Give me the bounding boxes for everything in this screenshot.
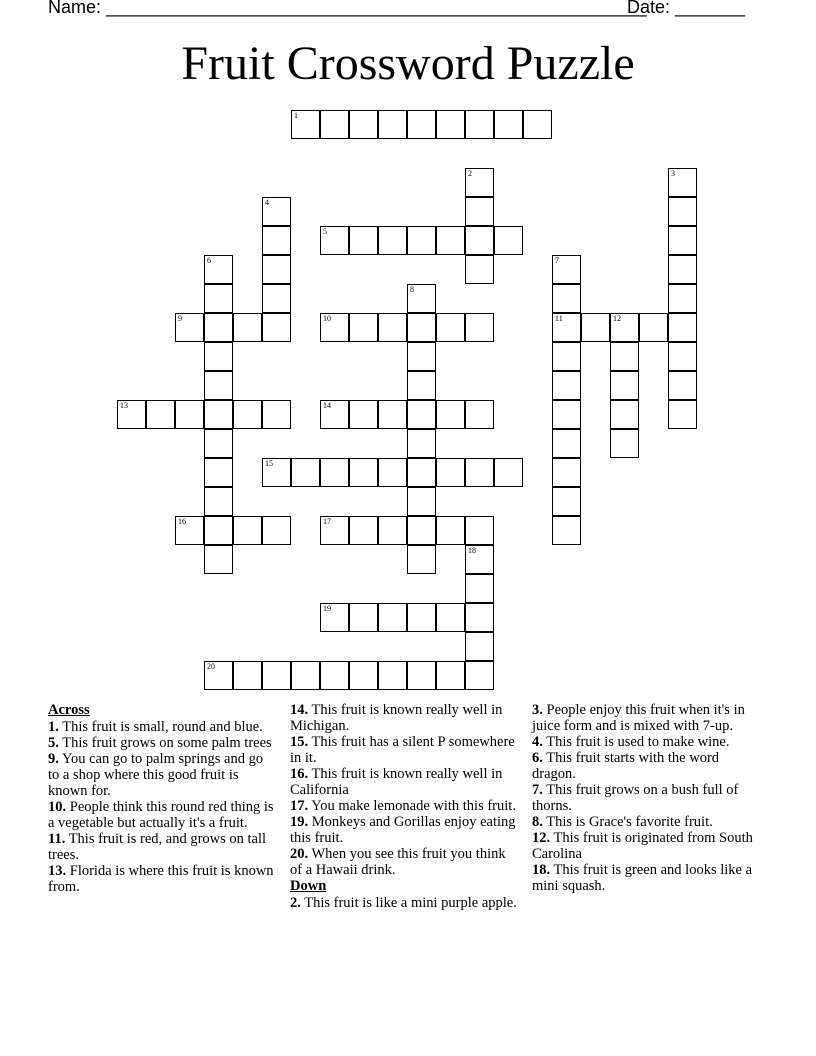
grid-cell[interactable] <box>378 313 407 342</box>
clue-text: This fruit is small, round and blue. <box>62 719 263 735</box>
grid-cell[interactable] <box>552 487 581 516</box>
grid-cell[interactable] <box>117 400 146 429</box>
grid-cell[interactable] <box>262 197 291 226</box>
grid-cell[interactable] <box>465 197 494 226</box>
clue-item <box>290 798 518 814</box>
grid-cell[interactable] <box>233 516 262 545</box>
clue-text: Monkeys and Gorillas enjoy eating this fruit. <box>290 814 516 846</box>
grid-cell[interactable] <box>407 487 436 516</box>
grid-cell[interactable] <box>320 110 349 139</box>
grid-cell[interactable] <box>552 313 581 342</box>
clue-number: 12. <box>532 830 551 846</box>
grid-cell[interactable] <box>465 168 494 197</box>
clue-text: You make lemonade with this fruit. <box>311 798 516 814</box>
clue-text: This fruit is originated from South Carolina <box>532 830 753 862</box>
grid-cell[interactable] <box>378 603 407 632</box>
clue-item <box>532 750 760 782</box>
grid-cell[interactable] <box>465 545 494 574</box>
grid-cell[interactable] <box>465 661 494 690</box>
grid-cell[interactable] <box>349 603 378 632</box>
cell-number: 11 <box>555 314 563 323</box>
grid-cell[interactable] <box>349 661 378 690</box>
grid-cell[interactable] <box>378 458 407 487</box>
grid-cell[interactable] <box>436 110 465 139</box>
grid-cell[interactable] <box>320 313 349 342</box>
clues-column-3 <box>532 702 760 894</box>
cell-number: 15 <box>265 459 273 468</box>
clue-number: 9. <box>48 751 59 767</box>
clue-number: 19. <box>290 814 309 830</box>
grid-cell[interactable] <box>407 371 436 400</box>
cell-number: 3 <box>671 169 675 178</box>
clue-number: 11. <box>48 831 66 847</box>
cell-number: 4 <box>265 198 269 207</box>
clue-item <box>48 751 276 799</box>
clue-number: 1. <box>48 719 59 735</box>
grid-cell[interactable] <box>465 603 494 632</box>
clue-number: 8. <box>532 814 543 830</box>
grid-cell[interactable] <box>204 661 233 690</box>
grid-cell[interactable] <box>465 400 494 429</box>
grid-cell[interactable] <box>262 255 291 284</box>
clue-item <box>290 734 518 766</box>
clue-text: This fruit is known really well in Michigan. <box>290 702 503 734</box>
clue-text: People think this round red thing is a vegetable but actually it's a fruit. <box>48 799 274 831</box>
clue-number: 6. <box>532 750 543 766</box>
clue-text: This fruit is red, and grows on tall trees. <box>48 831 267 863</box>
grid-cell[interactable] <box>204 516 233 545</box>
grid-cell[interactable] <box>436 400 465 429</box>
clue-text: This fruit grows on some palm trees <box>62 735 272 751</box>
cell-number: 5 <box>323 227 327 236</box>
grid-cell[interactable] <box>465 226 494 255</box>
cell-number: 14 <box>323 401 331 410</box>
clue-item <box>532 862 760 894</box>
clue-text: This fruit is known really well in California <box>290 766 503 798</box>
grid-cell[interactable] <box>204 458 233 487</box>
clue-item <box>48 799 276 831</box>
grid-cell[interactable] <box>146 400 175 429</box>
grid-cell[interactable] <box>465 516 494 545</box>
grid-cell[interactable] <box>407 661 436 690</box>
grid-cell[interactable] <box>552 400 581 429</box>
cell-number: 1 <box>294 111 298 120</box>
name-field[interactable]: Name: ______________________________________________________ <box>48 0 647 17</box>
clue-text: This fruit grows on a bush full of thorns. <box>532 782 739 814</box>
clue-number: 18. <box>532 862 551 878</box>
clue-number: 4. <box>532 734 543 750</box>
cell-number: 6 <box>207 256 211 265</box>
grid-cell[interactable] <box>378 516 407 545</box>
clue-number: 17. <box>290 798 309 814</box>
clues-heading: Down <box>290 878 327 894</box>
grid-cell[interactable] <box>407 226 436 255</box>
clue-item <box>532 830 760 862</box>
grid-cell[interactable] <box>349 110 378 139</box>
grid-cell[interactable] <box>233 661 262 690</box>
clue-text: This fruit is like a mini purple apple. <box>304 895 517 911</box>
grid-cell[interactable] <box>204 429 233 458</box>
grid-cell[interactable] <box>204 255 233 284</box>
grid-cell[interactable] <box>175 516 204 545</box>
cell-number: 7 <box>555 256 559 265</box>
clue-number: 15. <box>290 734 309 750</box>
grid-cell[interactable] <box>668 255 697 284</box>
grid-cell[interactable] <box>668 342 697 371</box>
clue-item <box>532 734 760 750</box>
clue-item <box>532 782 760 814</box>
clue-number: 16. <box>290 766 309 782</box>
grid-cell[interactable] <box>407 545 436 574</box>
clue-text: You can go to palm springs and go to a shop where this good fruit is known for. <box>48 751 264 799</box>
clue-number: 14. <box>290 702 309 718</box>
clue-item <box>290 846 518 878</box>
grid-cell[interactable] <box>262 226 291 255</box>
clue-item <box>532 814 760 830</box>
grid-cell[interactable] <box>552 255 581 284</box>
grid-cell[interactable] <box>407 284 436 313</box>
grid-cell[interactable] <box>175 313 204 342</box>
grid-cell[interactable] <box>378 400 407 429</box>
clue-text: This fruit is used to make wine. <box>546 734 730 750</box>
cell-number: 17 <box>323 517 331 526</box>
grid-cell[interactable] <box>465 255 494 284</box>
date-field[interactable]: Date: _______ <box>627 0 746 17</box>
cell-number: 2 <box>468 169 472 178</box>
grid-cell[interactable] <box>291 661 320 690</box>
clue-number: 3. <box>532 702 543 718</box>
grid-cell[interactable] <box>349 458 378 487</box>
clue-item <box>290 814 518 846</box>
grid-cell[interactable] <box>668 313 697 342</box>
clue-text: Florida is where this fruit is known from. <box>48 863 274 895</box>
grid-cell[interactable] <box>552 371 581 400</box>
grid-cell[interactable] <box>291 110 320 139</box>
grid-cell[interactable] <box>610 371 639 400</box>
grid-cell[interactable] <box>407 342 436 371</box>
cell-number: 8 <box>410 285 414 294</box>
grid-cell[interactable] <box>436 226 465 255</box>
grid-cell[interactable] <box>320 603 349 632</box>
cell-number: 20 <box>207 662 215 671</box>
grid-cell[interactable] <box>552 342 581 371</box>
grid-cell[interactable] <box>668 226 697 255</box>
grid-cell[interactable] <box>407 458 436 487</box>
grid-cell[interactable] <box>465 110 494 139</box>
clues-column-2 <box>290 702 518 911</box>
grid-cell[interactable] <box>204 545 233 574</box>
clue-number: 7. <box>532 782 543 798</box>
grid-cell[interactable] <box>436 661 465 690</box>
clue-number: 10. <box>48 799 67 815</box>
grid-cell[interactable] <box>204 400 233 429</box>
clue-item <box>48 863 276 895</box>
clue-number: 5. <box>48 735 59 751</box>
grid-cell[interactable] <box>465 574 494 603</box>
clue-item <box>532 702 760 734</box>
grid-cell[interactable] <box>204 284 233 313</box>
grid-cell[interactable] <box>320 458 349 487</box>
clue-text: People enjoy this fruit when it's in juice form and is mixed with 7-up. <box>532 702 745 734</box>
grid-cell[interactable] <box>262 313 291 342</box>
clues-heading: Across <box>48 702 90 718</box>
grid-cell[interactable] <box>668 197 697 226</box>
grid-cell[interactable] <box>378 661 407 690</box>
grid-cell[interactable] <box>407 110 436 139</box>
grid-cell[interactable] <box>552 458 581 487</box>
grid-cell[interactable] <box>204 313 233 342</box>
grid-cell[interactable] <box>349 313 378 342</box>
grid-cell[interactable] <box>668 371 697 400</box>
grid-cell[interactable] <box>610 400 639 429</box>
clue-text: This fruit is green and looks like a mini squash. <box>532 862 753 894</box>
grid-cell[interactable] <box>204 371 233 400</box>
page-title: Fruit Crossword Puzzle <box>181 37 635 90</box>
grid-cell[interactable] <box>320 516 349 545</box>
grid-cell[interactable] <box>436 516 465 545</box>
grid-cell[interactable] <box>262 458 291 487</box>
cell-number: 13 <box>120 401 128 410</box>
grid-cell[interactable] <box>262 516 291 545</box>
grid-cell[interactable] <box>320 226 349 255</box>
grid-cell[interactable] <box>436 458 465 487</box>
grid-cell[interactable] <box>407 429 436 458</box>
clue-item <box>48 831 276 863</box>
grid-cell[interactable] <box>320 400 349 429</box>
grid-cell[interactable] <box>639 313 668 342</box>
grid-cell[interactable] <box>552 516 581 545</box>
clue-number: 2. <box>290 895 301 911</box>
grid-cell[interactable] <box>233 400 262 429</box>
grid-cell[interactable] <box>407 516 436 545</box>
grid-cell[interactable] <box>262 284 291 313</box>
grid-cell[interactable] <box>465 632 494 661</box>
clue-number: 20. <box>290 846 309 862</box>
clue-text: This is Grace's favorite fruit. <box>546 814 713 830</box>
grid-cell[interactable] <box>378 110 407 139</box>
grid-cell[interactable] <box>233 313 262 342</box>
grid-cell[interactable] <box>610 313 639 342</box>
cell-number: 19 <box>323 604 331 613</box>
cell-number: 10 <box>323 314 331 323</box>
grid-cell[interactable] <box>349 516 378 545</box>
grid-cell[interactable] <box>668 284 697 313</box>
grid-cell[interactable] <box>465 313 494 342</box>
clue-text: When you see this fruit you think of a Hawaii drink. <box>290 846 506 878</box>
clue-text: This fruit starts with the word dragon. <box>532 750 720 782</box>
grid-cell[interactable] <box>204 342 233 371</box>
clue-item <box>48 719 276 735</box>
cell-number: 18 <box>468 546 476 555</box>
grid-cell[interactable] <box>610 342 639 371</box>
grid-cell[interactable] <box>465 458 494 487</box>
grid-cell[interactable] <box>349 400 378 429</box>
grid-cell[interactable] <box>407 313 436 342</box>
grid-cell[interactable] <box>668 168 697 197</box>
grid-cell[interactable] <box>436 313 465 342</box>
grid-cell[interactable] <box>494 226 523 255</box>
grid-cell[interactable] <box>494 110 523 139</box>
clue-number: 13. <box>48 863 67 879</box>
clue-item <box>48 735 276 751</box>
grid-cell[interactable] <box>175 400 204 429</box>
grid-cell[interactable] <box>407 400 436 429</box>
grid-cell[interactable] <box>436 603 465 632</box>
clue-item <box>290 895 518 911</box>
grid-cell[interactable] <box>610 429 639 458</box>
grid-cell[interactable] <box>262 661 291 690</box>
grid-cell[interactable] <box>552 429 581 458</box>
clue-item <box>290 702 518 734</box>
grid-cell[interactable] <box>320 661 349 690</box>
clue-text: This fruit has a silent P somewhere in it. <box>290 734 515 766</box>
header <box>48 0 746 18</box>
grid-cell[interactable] <box>407 603 436 632</box>
grid-cell[interactable] <box>378 226 407 255</box>
cell-number: 9 <box>178 314 182 323</box>
cell-number: 12 <box>613 314 621 323</box>
grid-cell[interactable] <box>349 226 378 255</box>
grid-cell[interactable] <box>552 284 581 313</box>
grid-cell[interactable] <box>291 458 320 487</box>
cell-number: 16 <box>178 517 186 526</box>
clue-item <box>290 766 518 798</box>
grid-cell[interactable] <box>494 458 523 487</box>
clues-column-1 <box>48 702 276 895</box>
grid-cell[interactable] <box>668 400 697 429</box>
grid-cell[interactable] <box>523 110 552 139</box>
grid-cell[interactable] <box>262 400 291 429</box>
grid-cell[interactable] <box>204 487 233 516</box>
grid-cell[interactable] <box>581 313 610 342</box>
